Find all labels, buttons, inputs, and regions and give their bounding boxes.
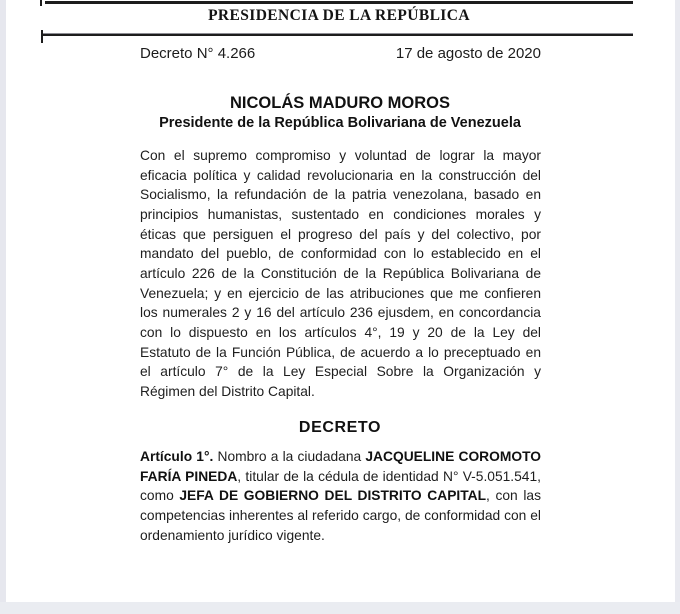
decree-number: Decreto N° 4.266 — [140, 45, 256, 62]
page-edge-left — [0, 0, 6, 614]
letterhead-bottom-rule — [43, 33, 633, 36]
letterhead-top-rule — [45, 1, 633, 4]
president-name-heading: NICOLÁS MADURO MOROS — [230, 94, 450, 112]
page-edge-right — [675, 0, 680, 614]
decreto-section-heading: DECRETO — [298, 419, 382, 436]
letterhead-title: PRESIDENCIA DE LA REPÚBLICA — [208, 7, 470, 24]
scan-artifact-tick-top — [40, 0, 42, 6]
president-role-heading: Presidente de la República Bolivariana de Venezuela — [159, 115, 521, 131]
article-1-paragraph: Artículo 1°. Nombro a la ciudadana JACQUELINE COROMOTO FARÍA PINEDA, titular de la cédula de identidad N° V-5.051.541, como JEFA DE GOBIERNO DEL DISTRITO CAPITAL, con las competencias inherentes al referido cargo, de conformidad con el ordenamiento jurídico vigente. — [140, 449, 542, 543]
page-edge-bottom — [0, 602, 680, 614]
scan-artifact-tick-mid — [41, 30, 43, 43]
preamble-paragraph: Con el supremo compromiso y voluntad de lograr la mayor eficacia política y calidad revolucionaria en la construcción del Socialismo, la refundación de la patria venezolana, basado en principios humanistas, sustentado en condiciones morales y éticas que persiguen el progreso del país y del colectivo, por mandato del pueblo, de conformidad con lo establecido en el artículo 226 de la Constitución de la República Bolivariana de Venezuela; y en ejercicio de las atribuciones que me confieren los numerales 2 y 16 del artículo 236 ejusdem, en concordancia con lo dispuesto en los artículos 4°, 19 y 20 de la Ley del Estatuto de la Función Pública, de acuerdo a lo preceptuado en el artículo 7° de la Ley Especial Sobre la Organización y Régimen del Distrito Capital. — [140, 148, 541, 399]
decree-date: 17 de agosto de 2020 — [395, 45, 541, 62]
decree-info-row — [140, 45, 541, 62]
